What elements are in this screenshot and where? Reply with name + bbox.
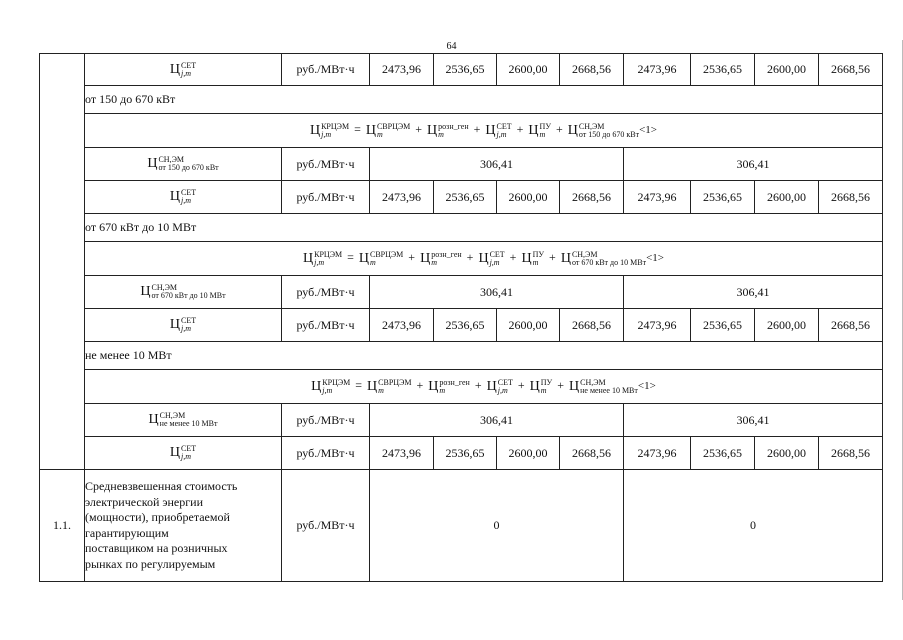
value-cell: 306,41: [370, 148, 624, 181]
symbol-snem: Ц СН,ЭМ от 150 до 670 кВт: [85, 148, 282, 181]
value-cell: 2536,65: [434, 54, 497, 86]
value-cell: 306,41: [624, 276, 883, 309]
value-cell: 2600,00: [755, 181, 819, 214]
value-cell: 2473,96: [624, 437, 691, 470]
symbol-cet: Ц СЕТ j,m: [85, 309, 282, 342]
value-cell: 2536,65: [691, 181, 755, 214]
value-cell: 2473,96: [370, 54, 434, 86]
value-cell: 2600,00: [497, 54, 560, 86]
symbol-cet: Ц СЕТ j,m: [85, 54, 282, 86]
unit-cell: руб./МВт·ч: [282, 309, 370, 342]
value-cell: 306,41: [624, 148, 883, 181]
table-row: [40, 404, 883, 437]
symbol-snem: Ц СН,ЭМ от 670 кВт до 10 МВт: [85, 276, 282, 309]
value-cell: 0: [624, 470, 883, 582]
item-description: [85, 470, 282, 582]
value-cell: 2600,00: [497, 437, 560, 470]
unit-cell: руб./МВт·ч: [282, 148, 370, 181]
group-title-row: [40, 342, 883, 370]
unit-cell: руб./МВт·ч: [282, 404, 370, 437]
formula-row: [40, 242, 883, 276]
value-cell: 306,41: [624, 404, 883, 437]
unit-cell: руб./МВт·ч: [282, 54, 370, 86]
table-row: [40, 437, 883, 470]
table-row-1-1: [40, 470, 883, 582]
value-cell: 2536,65: [434, 309, 497, 342]
formula: Ц КРЦЭМ j,m = Ц СВРЦЭМ m + Ц розн_ген m + Ц СЕТ j,m + Ц ПУ m + Ц СН,ЭМ от 670 кВт до 10 МВт <1>: [85, 242, 883, 276]
value-cell: 2600,00: [755, 437, 819, 470]
item-index: 1.1.: [40, 470, 85, 582]
value-cell: 2473,96: [370, 309, 434, 342]
footnote-ref: <1>: [639, 124, 658, 137]
value-cell: 2473,96: [370, 181, 434, 214]
formula: Ц КРЦЭМ j,m = Ц СВРЦЭМ m + Ц розн_ген m + Ц СЕТ j,m + Ц ПУ m + Ц СН,ЭМ от 150 до 670 кВт <1>: [85, 114, 883, 148]
tariff-table: [39, 53, 883, 582]
value-cell: 2668,56: [819, 309, 883, 342]
unit-cell: руб./МВт·ч: [282, 181, 370, 214]
value-cell: 2473,96: [624, 309, 691, 342]
value-cell: 2668,56: [560, 309, 624, 342]
symbol-cet: Ц СЕТ j,m: [85, 437, 282, 470]
value-cell: 2668,56: [819, 181, 883, 214]
description-line: поставщиком на розничных: [85, 541, 228, 555]
value-cell: 2668,56: [819, 437, 883, 470]
value-cell: 306,41: [370, 276, 624, 309]
index-cell-empty: [40, 54, 85, 470]
value-cell: 2668,56: [560, 54, 624, 86]
value-cell: 2600,00: [497, 181, 560, 214]
formula-row: [40, 114, 883, 148]
page-number: 64: [446, 41, 457, 52]
table-row: [40, 276, 883, 309]
table-row: [40, 181, 883, 214]
unit-cell: руб./МВт·ч: [282, 437, 370, 470]
value-cell: 2600,00: [497, 309, 560, 342]
value-cell: 2600,00: [755, 309, 819, 342]
value-cell: 2668,56: [819, 54, 883, 86]
value-cell: 306,41: [370, 404, 624, 437]
value-cell: 2668,56: [560, 437, 624, 470]
unit-cell: руб./МВт·ч: [282, 470, 370, 582]
footnote-ref: <1>: [637, 380, 656, 393]
value-cell: 2473,96: [624, 181, 691, 214]
description-line: Средневзвешенная стоимость: [85, 479, 238, 493]
group-title-row: [40, 86, 883, 114]
value-cell: 0: [370, 470, 624, 582]
description-line: (мощности), приобретаемой: [85, 510, 230, 524]
group-title: от 670 кВт до 10 МВт: [85, 214, 883, 242]
value-cell: 2536,65: [691, 309, 755, 342]
value-cell: 2473,96: [370, 437, 434, 470]
footnote-ref: <1>: [646, 252, 664, 265]
group-title-row: [40, 214, 883, 242]
group-title: от 150 до 670 кВт: [85, 86, 883, 114]
value-cell: 2536,65: [434, 181, 497, 214]
description-line: рынках по регулируемым: [85, 556, 216, 571]
description-line: гарантирующим: [85, 525, 169, 540]
value-cell: 2536,65: [691, 437, 755, 470]
formula: Ц КРЦЭМ j,m = Ц СВРЦЭМ m + Ц розн_ген m + Ц СЕТ j,m + Ц ПУ m + Ц СН,ЭМ не менее 10 МВт <1>: [85, 370, 883, 404]
unit-cell: руб./МВт·ч: [282, 276, 370, 309]
symbol-snem: Ц СН,ЭМ не менее 10 МВт: [85, 404, 282, 437]
symbol-cet: Ц СЕТ j,m: [85, 181, 282, 214]
table-row: [40, 54, 883, 86]
value-cell: 2600,00: [755, 54, 819, 86]
value-cell: 2536,65: [434, 437, 497, 470]
value-cell: 2668,56: [560, 181, 624, 214]
group-title: не менее 10 МВт: [85, 342, 883, 370]
description-line: электрической энергии: [85, 494, 204, 509]
value-cell: 2536,65: [691, 54, 755, 86]
formula-row: [40, 370, 883, 404]
table-row: [40, 148, 883, 181]
table-row: [40, 309, 883, 342]
value-cell: 2473,96: [624, 54, 691, 86]
